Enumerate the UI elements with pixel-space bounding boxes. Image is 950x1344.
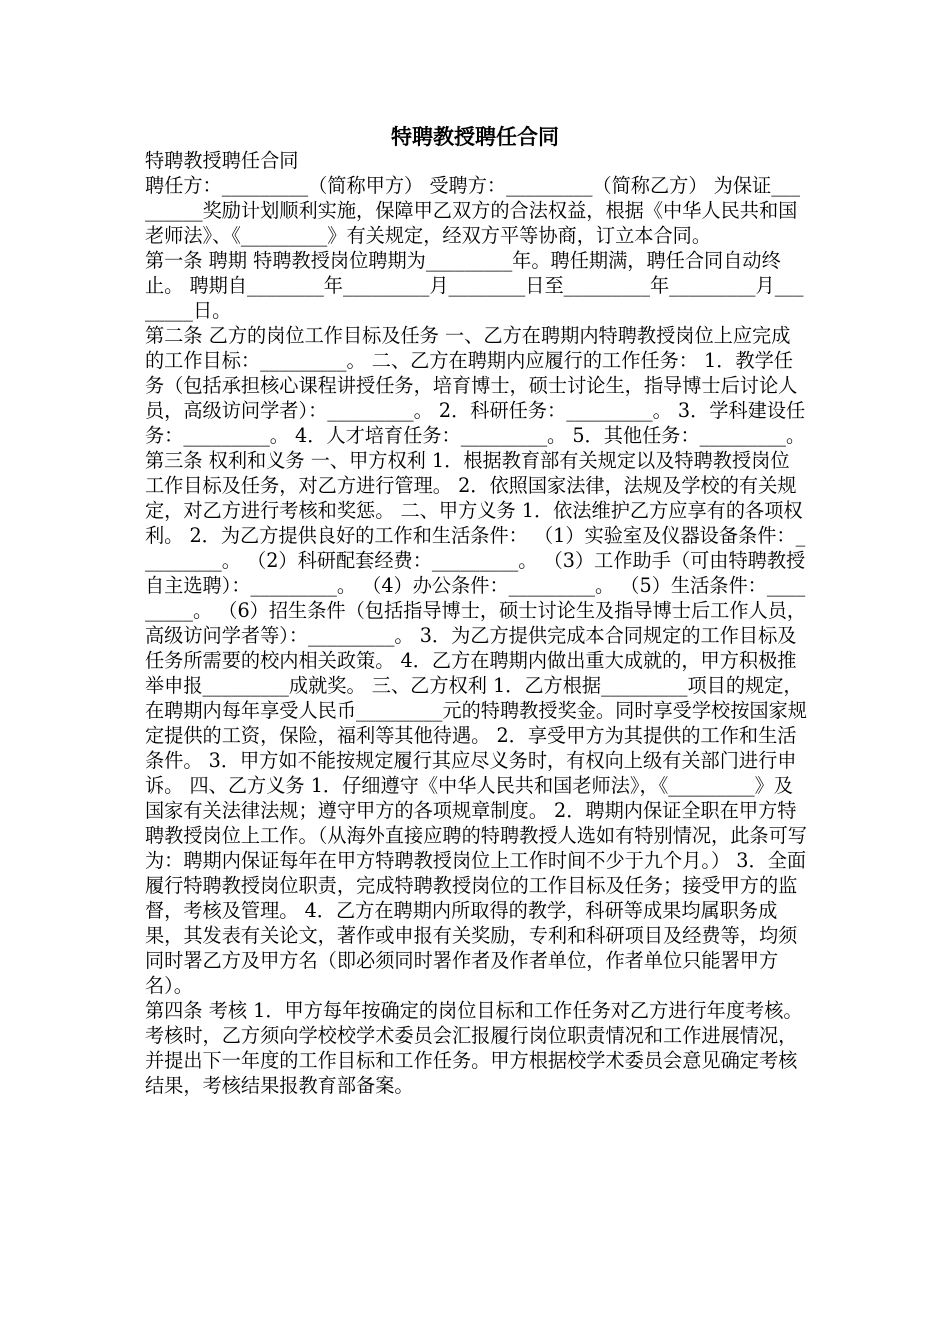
paragraph-article-3: 第三条 权利和义务 一、甲方权利 1．根据教育部有关规定以及特聘教授岗位工作目标及任务，对乙方进行管理。 2．依照国家法律，法规及学校的有关规定，对乙方进行考核和奖惩。 二、甲方义务 1．依法维护乙方应享有的各项权利。 2．为乙方提供良好的工作和生活条件： （1）实验室及仪器设备条件：_________。 （2）科研配套经费：_________。 （3）工作助手（可由特聘教授自主选聘）：_________。 （4）办公条件：_________。 （5）生活条件：_________。 （6）招生条件（包括指导博士，硕士讨论生及指导博士后工作人员，高级访问学者等）：_________。 3．为乙方提供完成本合同规定的工作目标及任务所需要的校内相关政策。 4．乙方在聘期内做出重大成就的，甲方积极推举申报_________成就奖。 三、乙方权利 1．乙方根据_________项目的规定，在聘期内每年享受人民币_________元的特聘教授奖金。同时享受学校按国家规定提供的工资，保险，福利等其他待遇。 2．享受甲方为其提供的工作和生活条件。 3．甲方如不能按规定履行其应尽义务时，有权向上级有关部门进行申诉。 四、乙方义务 1．仔细遵守《中华人民共和国老师法》，《_________》及国家有关法律法规；遵守甲方的各项规章制度。 2．聘期内保证全职在甲方特聘教授岗位上工作。（从海外直接应聘的特聘教授人选如有特别情况，此条可写为：聘期内保证每年在甲方特聘教授岗位上工作时间不少于九个月。） 3．全面履行特聘教授岗位职责，完成特聘教授岗位的工作目标及任务；接受甲方的监督，考核及管理。 4．乙方在聘期内所取得的教学，科研等成果均属职务成果，其发表有关论文，著作或申报有关奖励，专利和科研项目及经费等，均须同时署乙方及甲方名（即必须同时署作者及作者单位，作者单位只能署甲方名）。 (145, 449, 807, 997)
paragraph-article-4: 第四条 考核 1．甲方每年按确定的岗位目标和工作任务对乙方进行年度考核。考核时，乙方须向学校校学术委员会汇报履行岗位职责情况和工作进展情况，并提出下一年度的工作目标和工作任务。甲方根据校学术委员会意见确定考核结果，考核结果报教育部备案。 (145, 999, 803, 1097)
paragraph-article-1: 第一条 聘期 特聘教授岗位聘期为_________年。聘任期满，聘任合同自动终止。 聘期自________年_________月________日至_________年_________月________日。 (145, 249, 804, 322)
paragraph-subtitle: 特聘教授聘任合同 (145, 149, 299, 172)
document-body (145, 148, 807, 1098)
document-title: 特聘教授聘任合同 (391, 125, 559, 149)
paragraph-parties: 聘任方：_________（简称甲方） 受聘方：_________（简称乙方） 为保证_________奖励计划顺利实施，保障甲乙双方的合法权益，根据《中华人民共和国老师法》、《_________》有关规定，经双方平等协商，订立本合同。 (145, 174, 800, 247)
paragraph-article-2: 第二条 乙方的岗位工作目标及任务 一、乙方在聘期内特聘教授岗位上应完成的工作目标：_________。 二、乙方在聘期内应履行的工作任务： 1．教学任务（包括承担核心课程讲授任务，培育博士，硕士讨论生，指导博士后讨论人员，高级访问学者）：_________。 2．科研任务：_________。 3．学科建设任务：_________。 4．人才培育任务：_________。 5．其他任务：_________。 (145, 324, 806, 447)
